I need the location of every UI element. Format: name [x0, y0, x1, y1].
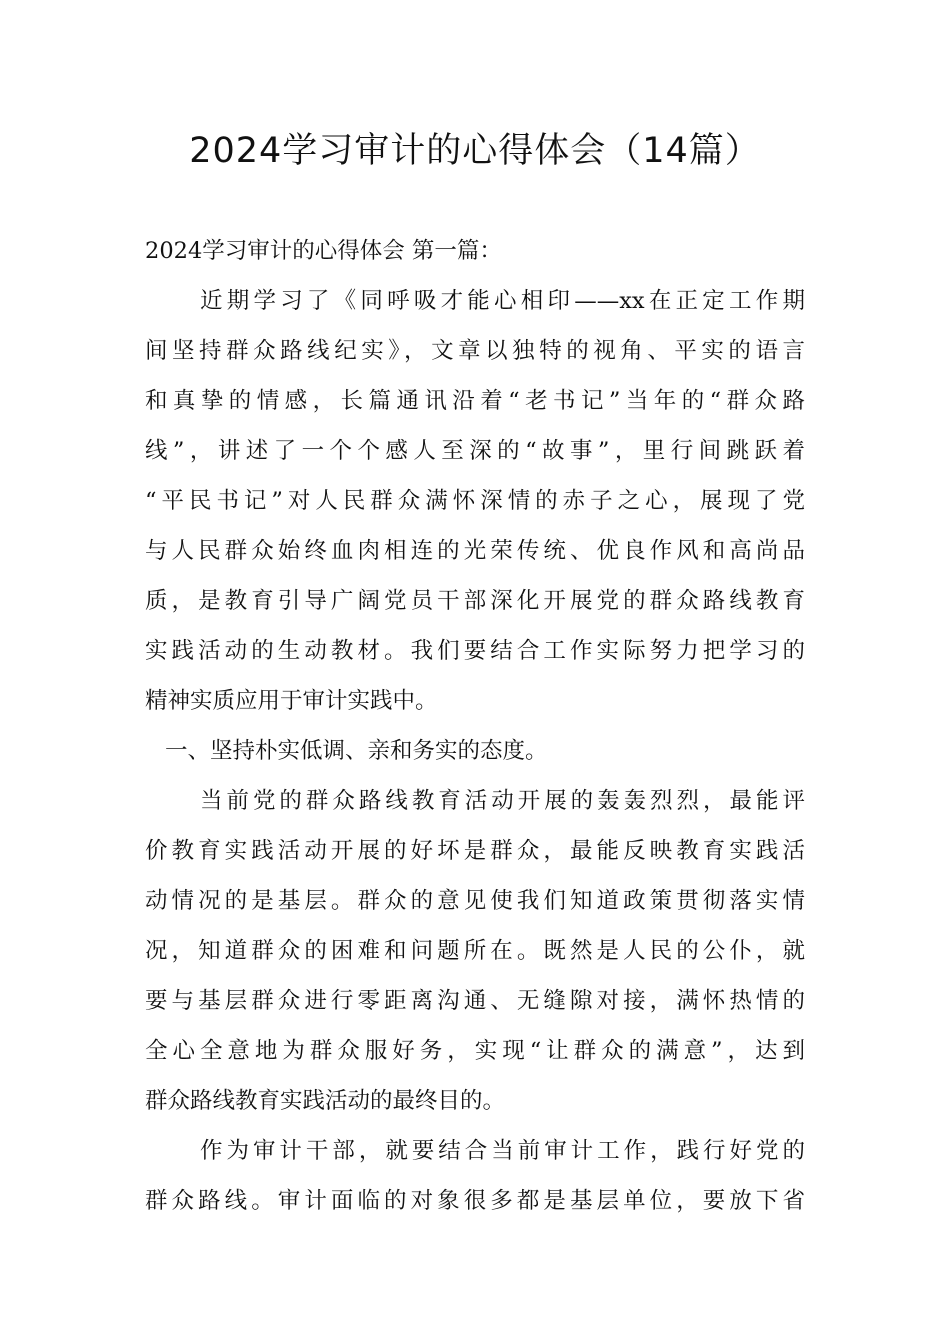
paragraph-line: 全心全意地为群众服好务，实现“让群众的满意”，达到 [145, 1038, 805, 1064]
paragraph-line: 和真挚的情感，长篇通讯沿着“老书记”当年的“群众路 [145, 388, 805, 414]
paragraph-line: 与人民群众始终血肉相连的光荣传统、优良作风和高尚品 [145, 538, 805, 564]
paragraph-line: 线”，讲述了一个个感人至深的“故事”，里行间跳跃着 [145, 438, 805, 464]
paragraph-line: 间坚持群众路线纪实》，文章以独特的视角、平实的语言 [145, 338, 805, 364]
subheading: 一、坚持朴实低调、亲和务实的态度。 [165, 738, 548, 764]
paragraph-line: 价教育实践活动开展的好坏是群众，最能反映教育实践活 [145, 838, 805, 864]
paragraph-line: 况，知道群众的困难和问题所在。既然是人民的公仆，就 [145, 938, 805, 964]
paragraph-line: 当前党的群众路线教育活动开展的轰轰烈烈，最能评 [200, 788, 805, 814]
paragraph-line: 精神实质应用于审计实践中。 [145, 688, 438, 714]
paragraph-line: 群众路线教育实践活动的最终目的。 [145, 1088, 506, 1114]
section-heading: 2024学习审计的心得体会 第一篇： [145, 238, 502, 264]
paragraph-line: “平民书记”对人民群众满怀深情的赤子之心，展现了党 [145, 488, 805, 514]
paragraph-line: 作为审计干部，就要结合当前审计工作，践行好党的 [200, 1138, 805, 1164]
paragraph-line: 动情况的是基层。群众的意见使我们知道政策贯彻落实情 [145, 888, 805, 914]
document-title: 2024学习审计的心得体会（14篇） [189, 131, 761, 171]
paragraph-line: 近期学习了《同呼吸才能心相印——xx在正定工作期 [200, 288, 805, 314]
paragraph-line: 要与基层群众进行零距离沟通、无缝隙对接，满怀热情的 [145, 988, 805, 1014]
paragraph-line: 群众路线。审计面临的对象很多都是基层单位，要放下省 [145, 1188, 805, 1214]
paragraph-line: 质，是教育引导广阔党员干部深化开展党的群众路线教育 [145, 588, 805, 614]
paragraph-line: 实践活动的生动教材。我们要结合工作实际努力把学习的 [145, 638, 805, 664]
